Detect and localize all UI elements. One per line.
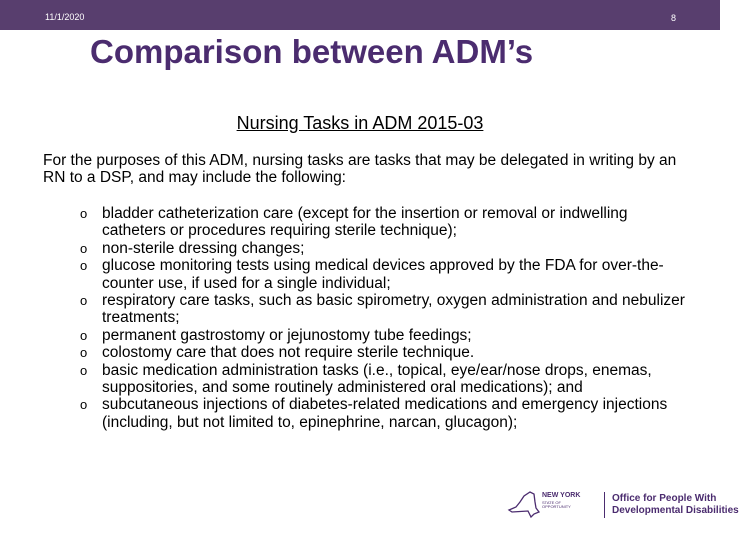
list-item-text: non-sterile dressing changes; [102,239,305,257]
list-item [80,396,692,431]
list-item [80,362,692,397]
list-item-text: subcutaneous injections of diabetes-related medications and emergency injections (including, but not limited to, epinephrine, narcan, glucagon); [102,396,668,431]
list-item-text: glucose monitoring tests using medical devices approved by the FDA for over-the-counter use, if used for a single individual; [102,257,664,292]
slide-title: Comparison between ADM’s [90,33,534,70]
list-item-text: permanent gastrostomy or jejunostomy tube feedings; [102,326,472,344]
intro-paragraph: For the purposes of this ADM, nursing tasks are tasks that may be delegated in writing by an RN to a DSP, and may include the following: [43,152,677,186]
list-item [80,327,692,344]
logo-agency-line2: Developmental Disabilities [612,505,739,516]
list-item [80,292,692,327]
list-item-text: respiratory care tasks, such as basic spirometry, oxygen administration and nebulizer treatments; [102,292,685,327]
logo-agency-line1: Office for People With [612,493,717,504]
nursing-task-list [80,205,692,431]
logo-state-tagline: STATE OF OPPORTUNITY [542,500,571,509]
header-bar [0,0,720,30]
bullet-marker: o [80,258,88,274]
logo-state-name: NEW YORK [542,492,581,499]
list-item [80,344,692,361]
bullet-marker: o [80,293,88,309]
new-york-state-map-icon [506,488,540,518]
slide-date: 11/1/2020 [45,12,85,22]
bullet-marker: o [80,345,88,361]
opwdd-logo [506,488,739,526]
slide-page-number: 8 [670,13,676,23]
list-item [80,257,692,292]
bullet-marker: o [80,240,88,256]
list-item-text: colostomy care that does not require sterile technique. [102,344,475,362]
list-item-text: basic medication administration tasks (i.e., topical, eye/ear/nose drops, enemas, suppositories, and some routinely administered oral medications); and [102,361,652,397]
list-item [80,240,692,257]
bullet-marker: o [80,327,88,343]
bullet-marker: o [80,397,88,413]
list-item [80,205,692,240]
list-item-text: bladder catheterization care (except for the insertion or removal or indwelling catheters or procedures requiring sterile technique); [102,205,628,240]
bullet-marker: o [80,362,88,378]
bullet-marker: o [80,206,88,221]
logo-divider [604,492,605,518]
slide-subtitle: Nursing Tasks in ADM 2015-03 [236,113,484,133]
